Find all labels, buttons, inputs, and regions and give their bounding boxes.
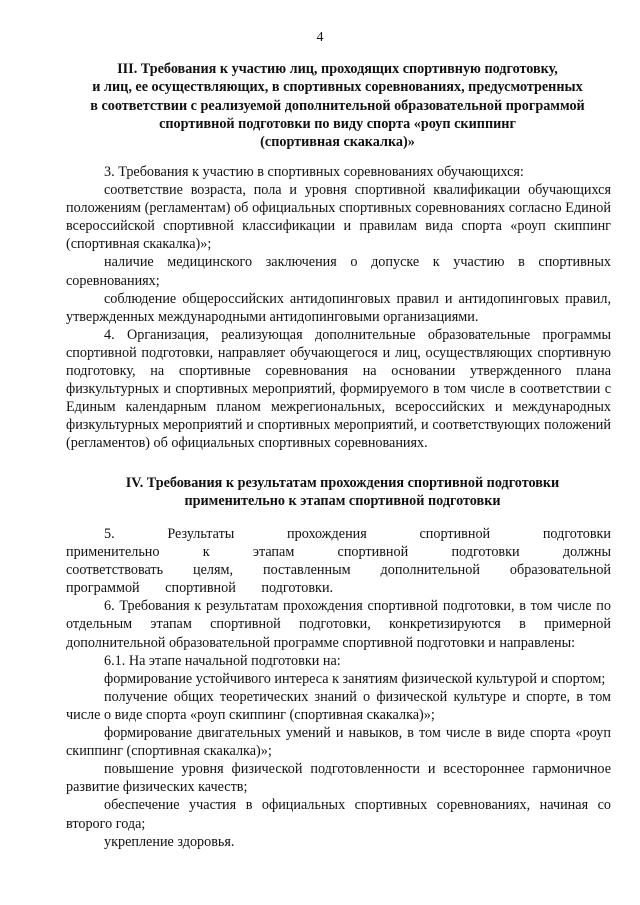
heading-line: применительно к этапам спортивной подготовки	[184, 493, 501, 510]
paragraph: 4. Организация, реализующая дополнительные образовательные программы спортивной подготовки, направляет обучающегося и лиц, осуществляющих спортивную подготовку, на спортивные соревнования на основании утвержденного плана физкультурных и спортивных мероприятий, формируемого в том числе в соответствии с Единым календарным планом межрегиональных, всероссийских и международных физкультурных мероприятий и спортивных мероприятий, и соответствующих положений (регламентов) об официальных спортивных соревнованиях.	[66, 326, 611, 452]
list-item: получение общих теоретических знаний о физической культуре и спорте, в том числе о виде спорта «роуп скиппинг (спортивная скакалка)»;	[66, 688, 611, 723]
section-3-body	[66, 163, 611, 453]
heading-line: в соответствии с реализуемой дополнительной образовательной программой	[90, 97, 585, 114]
list-item: формирование устойчивого интереса к занятиям физической культурой и спортом;	[104, 670, 606, 687]
heading-line: (спортивная скакалка)»	[260, 134, 415, 151]
paragraph: 3. Требования к участию в спортивных соревнованиях обучающихся:	[104, 164, 524, 180]
page-number: 4	[316, 30, 324, 45]
heading-line: спортивной подготовки по виду спорта «роуп скиппинг	[159, 115, 516, 132]
heading-line: IV. Требования к результатам прохождения спортивной подготовки	[125, 475, 560, 491]
list-item: повышение уровня физической подготовленности и всестороннее гармоничное развитие физических качеств;	[66, 761, 611, 796]
section-4-body	[66, 525, 611, 851]
paragraph: 6.1. На этапе начальной подготовки на:	[104, 652, 341, 669]
paragraph: 6. Требования к результатам прохождения спортивной подготовки, в том числе по отдельным этапам спортивной подготовки, конкретизируются в примерной дополнительной образовательной программе спортивной подготовки и направлены:	[66, 598, 611, 651]
heading-line: и лиц, ее осуществляющих, в спортивных соревнованиях, предусмотренных	[92, 79, 583, 96]
list-item: обеспечение участия в официальных спортивных соревнованиях, начиная со второго года;	[66, 797, 611, 832]
paragraph: соответствие возраста, пола и уровня спортивной квалификации обучающихся положениям (регламентам) об официальных спортивных соревнованиях согласно Единой всероссийской спортивной классификации и правилам вида спорта «роуп скиппинг (спортивная скакалка)»;	[66, 182, 611, 253]
list-item: формирование двигательных умений и навыков, в том числе в виде спорта «роуп скиппинг (спортивная скакалка)»;	[66, 725, 611, 760]
paragraph: наличие медицинского заключения о допуске к участию в спортивных соревнованиях;	[66, 254, 611, 289]
paragraph: соблюдение общероссийских антидопинговых правил и антидопинговых правил, утвержденных международными антидопинговыми организациями.	[66, 290, 611, 325]
paragraph: 5. Результаты прохождения спортивной подготовки применительно к этапам спортивной подготовки должны соответствовать целям, поставленным дополнительной образовательной программой спортивной подготовки.	[66, 526, 611, 597]
section-4-heading	[70, 474, 615, 511]
list-item: укрепление здоровья.	[104, 833, 235, 850]
heading-line: III. Требования к участию лиц, проходящих спортивную подготовку,	[117, 61, 558, 77]
section-3-heading	[60, 60, 615, 151]
